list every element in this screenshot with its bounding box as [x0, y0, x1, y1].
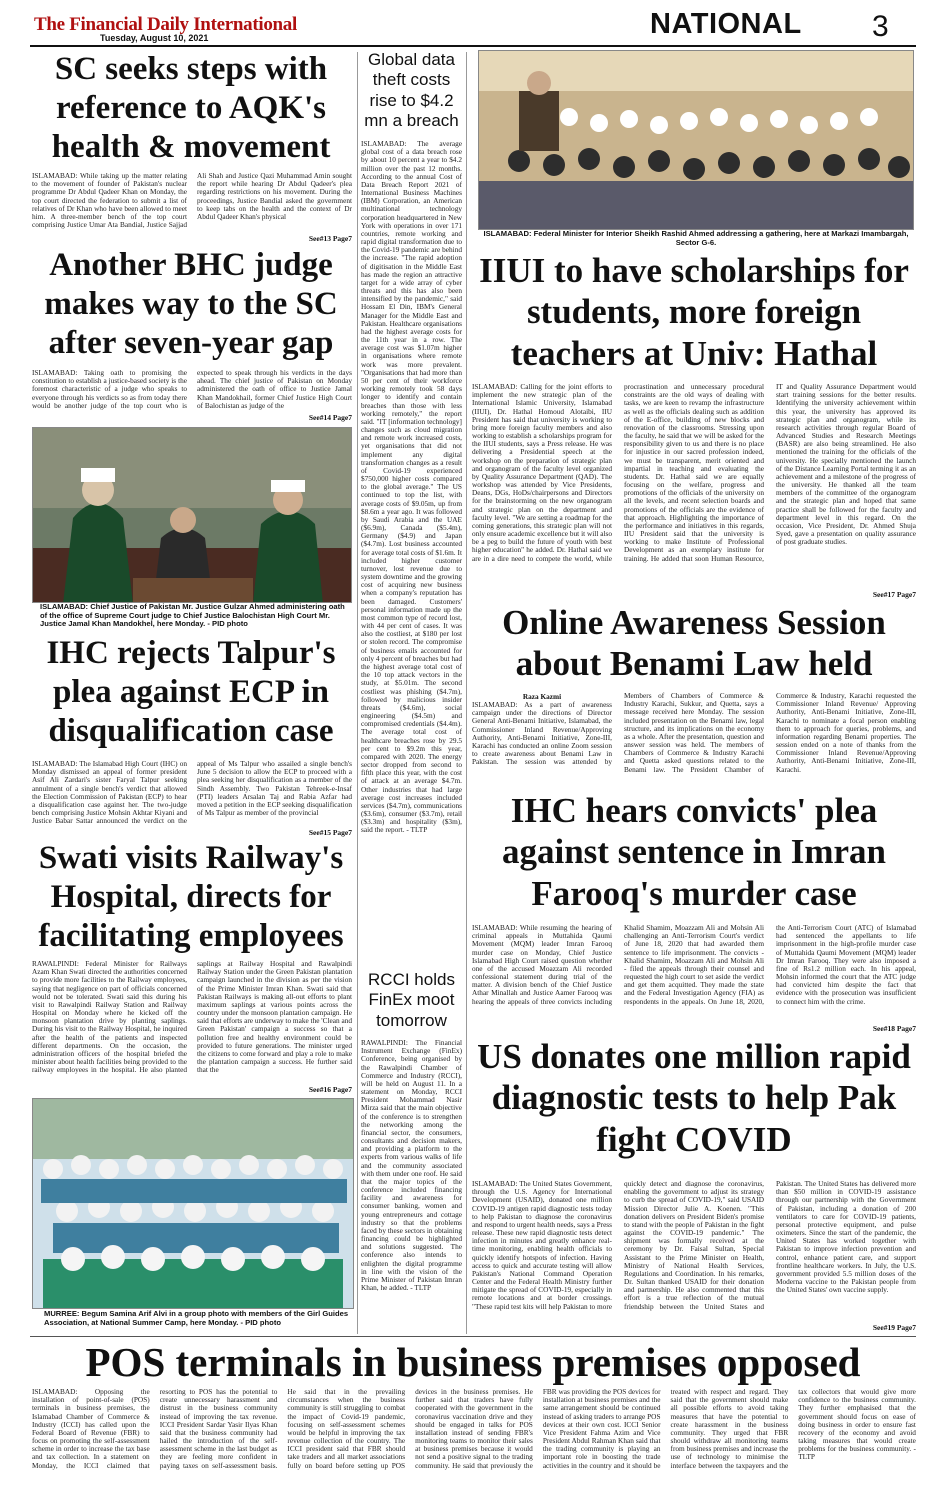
murree-caption: MURREE: Begum Samina Arif Alvi in a group photo with members of the Girl Guides Association, at National Summer Camp, here Monday. - PID photo [44, 1309, 349, 1327]
benami-headline: Online Awareness Session about Benami Law held [502, 603, 886, 684]
benami-body [472, 692, 916, 788]
sc-headline: SC seeks steps with reference to AQK's health & movement [51, 51, 331, 165]
us-headline: US donates one million rapid diagnostic tests to help Pak fight COVID [477, 1037, 911, 1159]
swati-body: RAWALPINDI: Federal Minister for Railways Azam Khan Swati directed the authorities concerned to provide more facilities to the Railway employees, saying that negligence on part of officials concerned would not be tolerated. Swati said this during his visit to Rawalpindi Railway Station and Railway Hospital on Monday where he kicked off the monsoon plantation drive by planting saplings. During his visit to the Railway Hospital, he inquired after the health of the patients and inspected different departments. On the occasion, the administration officers of the hospital briefed the minister about health facilities being provided to the railway employees in the hospital. He also planted saplings at Railway Hospital and Rawalpindi Railway Station under the Green Pakistan plantation campaign launched in the division as per the vision of the Prime Minister Imran Khan. Swati said that Pakistan Railways is making all-out efforts to plant maximum saplings at various points across the country under the monsoon plantation campaign. He said that efforts are underway to make the 'Clean and Green Pakistan' campaign a success so that a pollution free and healthy environment could be provided to future generations. The minister urged the citizens to come forward and play a role to make the plantation campaign a success. He further said that the [32, 960, 352, 1075]
iiui-body: ISLAMABAD: Calling for the joint efforts to implement the new strategic plan of the International Islamic University, Islamabad (IIUI), Dr. Hathal Homoud Alotaibi, IIU President has said that university is working to bring more foreign faculty members and also working to establish a scholarships program for the IIUI students, says a Press release. He was delivering a Presidential speech at the workshop on the preparation of strategic plan and organogram of the faculty level organized by Quality Assurance Department (QAD). The workshop was attended by Vice Presidents, Deans, DGs, HoDs/chairpersons and Directors for the brainstorming on the new organogram and strategic plan on the department and faculty level. "We are setting a roadmap for the coming generations, this strategic plan will not only ensure academic excellence but it will also be a peg to build the future of youth with best higher education" he added. Dr. Hathal said we are in a dire need to compete the world, while procrastination and unnecessary procedural constraints are the old ways of dealing with tasks, we are keen to revamp the infrastructure as well as the officials dealing such as addition of the E-office, building of new blocks and renovation of the classrooms. Stressing upon the faculty, he said that we will be asked for the responsibility given to us and there is no place for injustice in our sacred profession indeed, we must be transparent, merit oriented and impartial in teaching and evaluating the students. Dr. Hathal said we are equally focusing on the welfare, progress and promotions of the officials of the university on all the levels, and recent selection boards and promotions of the officials are the evidence of that approach. Highlighting the importance of the performance and initiatives in this regards, IIU President said that the university is working to make Institute of Professional Development as an exemplary institute for training. He added that soon Human Resource, IT and Quality Assurance Department would start training sessions for the better results. Identifying the university achievement within this year, the university has approved its strategic plan and organogram, while its research activities through regular Board of Advanced Studies and Research Meetings (BASR) are also being streamlined. He also mentioned the training for the officials of the university. He specially mentioned the launch of the Distance Learning Portal terming it as an achievement and a milestone of the progress of the university. He thanked all the team members of the committee of the organogram and the strategic plan and hoped that same practice shall be followed for the faculty and department level in this regard. On the occasion, Vice President, Dr. Ahmed Shuja Syed, gave a presentation on quality assurance of post graduate studies. [472, 383, 916, 563]
swati-continued: See#16 Page7 [308, 1085, 352, 1094]
iiui-headline: IIUI to have scholarships for students, more foreign teachers at Univ: Hathal [479, 251, 909, 373]
benami-byline: Raza Kazmi [522, 692, 562, 701]
ihc-talpur-headline: IHC rejects Talpur's plea against ECP in disqualification case [46, 635, 336, 749]
us-body: ISLAMABAD: The United States Government, through the U.S. Agency for International Development (USAID), donated one million COVID-19 antigen rapid diagnostic tests today to help Pakistan to diagnose the coronavirus and respond to urgent health needs, says a Press release. These new rapid diagnostic tests detect infection in minutes and greatly enhance real-time monitoring, enabling health officials to quickly identify hotspots of infection. Having access to quick and accurate testing will allow Pakistan's National Command Operation Center and the Federal Health Ministry further mitigate the spread of COVID-19, especially in remote locations and at border crossings. "These rapid test kits will help Pakistan to more quickly detect and diagnose the coronavirus, enabling the government to adjust its strategy to curb the spread of COVID-19," said USAID Mission Director Julie A. Koenen. "This donation delivers on President Biden's promise to stand with the people of Pakistan in the fight against the COVID-19 pandemic." The shipment was formally received at the ceremony by Dr. Faisal Sultan, Special Assistant to the Prime Minister on Health, Ministry of National Health Services, Regulations and Coordination. In his remarks, Dr. Sultan thanked USAID for their donation and partnership. He also commented that this effort is a true reflection of the mutual friendship between the United States and Pakistan. The United States has delivered more than $50 million in COVID-19 assistance through our partnership with the Government of Pakistan, including a donation of 200 ventilators to care for COVID-19 patients, personal protective equipment, and pulse oximeters. Since the start of the pandemic, the United States has worked together with Pakistan to improve infection prevention and control, enhance patient care, and support frontline healthcare workers. In July, the U.S. government provided 5.5 million doses of the Moderna vaccine to the Pakistan people from the United States' own vaccine supply. [472, 1180, 916, 1311]
ihc-convicts-body: ISLAMABAD: While resuming the hearing of criminal appeals in Muttahida Qaumi Movement (MQM) leader Imran Farooq murder case on Monday, Chief Justice Islamabad High Court raised question whether one of the accused Moazzam Ali recorded confessional statement during trial of the matter. A division bench of the Chief Justice Athar Minallah and Justice Aamer Farooq was hearing the appeals of three convicts including Khalid Shamim, Moazzam Ali and Mohsin Ali challenging an Anti-Terrorism Court's verdict of June 18, 2020 that had awarded them sentence to life imprisonment. The convicts - Khalid Shamim, Moazzam Ali and Mohsin Ali - filed the appeals through their counsel and requested the high court to set aside the verdict and get them acquitted. They made the state and the Federal Investigation Agency (FIA) as respondents in the appeals. On June 18, 2020, the Anti-Terrorism Court (ATC) of Islamabad had sentenced the appellants to life imprisonment in the high-profile murder case of Muttahida Qaumi Movement (MQM) leader Dr Imran Farooq. They were also imposed a fine of Rs1.2 million each. In his appeal, Mohsin informed the court that the ATC judge had convicted him despite the fact that evidence with the prosecution was insufficient to connect him with the crime. [472, 924, 916, 1006]
page-number: 3 [872, 10, 889, 43]
pos-headline: POS terminals in business premises opposed [85, 1339, 861, 1385]
issue-date: Tuesday, August 10, 2021 [100, 33, 209, 43]
iiui-continued: See#17 Page7 [872, 590, 916, 599]
sc-body: ISLAMABAD: While taking up the matter relating to the movement of founder of Pakistan's nuclear programme Dr Abdul Qadeer Khan on Monday, the top court directed the federation to submit a list of relatives of Dr Khan who have been allowed to meet him. A three-member bench of the top court comprising Justice Umar Ata Bandial, Justice Sajjad Ali Shah and Justice Qazi Muhammad Amin sought the report while hearing Dr Abdul Qadeer's plea regarding restrictions on his movement. During the proceedings, Justice Bandial asked the government to keep tabs on the health and the context of Dr Abdul Qadeer Khan's physical [32, 172, 352, 230]
interior-minister-photo [478, 50, 914, 230]
rcci-body: RAWALPINDI: The Financial Instrument Exchange (FinEx) Conference, being organised by the Rawalpindi Chamber of Commerce and Industry (RCCI), will be held on August 11. In a statement on Monday, RCCI President Mohammad Nasir Mirza said that the main objective of the conference is to strengthen the networking among the financial sector, the consumers, consultants and decision makers, and providing a platform to the experts from various walks of life and the community associated with them under one roof. He said that the major topics of the conference included financing facility and awareness for consumer banking, women and young entrepreneurs and cottage industry so that the problems faced by these sectors in obtaining financing could be highlighted and solutions suggested. The conference also intends to enlighten the digital programme in line with the vision of the Prime Minister of Pakistan Imran Khan, he added. - TLTP [361, 1039, 462, 1293]
bhc-headline: Another BHC judge makes way to the SC after seven-year gap [44, 247, 338, 361]
column-divider [357, 52, 358, 1334]
cj-oath-photo [32, 427, 352, 603]
swati-headline: Swati visits Railway's Hospital, directs for facilitating employees [38, 840, 344, 954]
ihc-talpur-body: ISLAMABAD: The Islamabad High Court (IHC) on Monday dismissed an appeal of former president Asif Ali Zardari's sister Faryal Talpur seeking annulment of a single bench's verdict that allowed the Election Commission of Pakistan (ECP) to hear a disqualification case against her. The two-judge bench comprising Justice Mohsin Akhtar Kiyani and Justice Babar Sattar announced the verdict on the appeal of Ms Talpur who assailed a single bench's June 5 decision to allow the ECP to proceed with a plea seeking her disqualification as a member of the Sindh Assembly. Two Pakistan Tehreek-e-Insaf (PTI) leaders Arsalan Taj and Rabia Azfar had moved a petition in the ECP seeking disqualification of Ms Talpur as member of the provincial [32, 760, 352, 826]
ihc-convicts-continued: See#18 Page7 [872, 1024, 916, 1033]
interior-minister-caption: ISLAMABAD: Federal Minister for Interior Sheikh Rashid Ahmed addressing a gathering, here at Markazi Imambargah, Sector G-6. [483, 229, 909, 247]
us-continued: See#19 Page7 [872, 1323, 916, 1332]
pos-body: ISLAMABAD: Opposing the installation of point-of-sale (POS) terminals in business premises, the Islamabad Chamber of Commerce & Industry (ICCI) has called upon the Federal Board of Revenue (FBR) to focus on promoting the self-assessment scheme in order to increase the tax base and tax collection. In a statement on Monday, the ICCI claimed that resorting to POS has the potential to create unnecessary harassment and distrust in the business community instead of improving the tax revenue. ICCI President Sardar Yasir Ilyas Khan said that the business community had hailed the introduction of the self-assessment scheme in the last budget as they are feeling more confident in paying taxes on self-assessment basis. He said that in the prevailing circumstances when the business community is still struggling to combat the impact of Covid-19 pandemic, focusing on self-assessment schemes would be helpful in improving the tax revenue collection of the country. The ICCI president said that FBR should take traders and all market associations fully on board before setting up POS devices in the business premises. He further said that traders have fully cooperated with the government in the coronavirus vaccination drive and they should be engaged in talks for POS installation instead of sending FBR's monitoring teams to monitor their sales at business premises because it would not send a positive signal to the trading community. He said that previously the FBR was providing the POS devices for installation at business premises and the same arrangement should be continued instead of asking traders to arrange POS devices at their own cost. ICCI Senior Vice President Fahma Azim and Vice President Abdul Rahman Khan said that the trading community is playing an important role in boosting the trade activities in the country and it should be treated with respect and regard. They said that the government should make all possible efforts to avoid taking measures that have the potential to create harassment in the business community. They urged that FBR should withdraw all monitoring teams from business premises and increase the use of technology to minimise the interface between the taxpayers and the tax collectors that would give more confidence to the business community. They further emphasised that the government should focus on ease of doing business in order to ensure fast recovery of the economy and avoid taking measures that would create problems for the business community. - TLTP [32, 1388, 916, 1470]
cj-oath-caption: ISLAMABAD: Chief Justice of Pakistan Mr. Justice Gulzar Ahmed administering oath of the office of Supreme Court judge to Chief Justice Balochistan High Court Mr. Justice Jamal Khan Mandokhel, here Monday. - PID photo [40, 602, 345, 629]
benami-body-text: ISLAMABAD: As a part of awareness campaign under the directions of Director General Anti-Benami Initiative, Islamabad, the Commissioner Inland Revenue/Approving Authority, Anti-Benami Initiative, Zone-III, Karachi has conducted an online Zoom session to create awareness about Benami Law in Pakistan. The session was attended by Members of Chambers of Commerce & Industry Karachi, Sukkur, and Quetta, says a message received here Monday. The session included presentation on the Benami law, legal structure, and its implications on the economy as a whole. After the presentation, question and answer session was held. The members of Chambers of Commerce & Industry Karachi and Quetta asked questions related to the Benami law. The President Chamber of Commerce & Industry, Karachi requested the Commissioner Inland Revenue/ Approving Authority, Anti-Benami Initiative, Zone-III, Karachi to nominate a focal person enabling them to approach for queries, problems, and information regarding Benami properties. The session ended on a note of thanks from the Commissioner Inland Revenue/Approving Authority, Anti-Benami Initiative, Zone-III, Karachi. [472, 692, 916, 774]
sc-continued: See#13 Page7 [308, 234, 352, 243]
ihc-talpur-continued: See#15 Page7 [308, 828, 352, 837]
section-title: NATIONAL [650, 8, 802, 40]
bhc-continued: See#14 Page7 [308, 413, 352, 422]
ihc-convicts-headline: IHC hears convicts' plea against sentence in Imran Farooq's murder case [501, 791, 887, 913]
breach-body: ISLAMABAD: The average global cost of a data breach rose by about 10 percent a year to $4.2 million over the past 12 months. According to the annual Cost of Data Breach Report 2021 of International Business Machines (IBM) Corporation, an American multinational technology corporation headquartered in New York with operations in over 171 countries, remote working and rapid digital transformation due to the Covid-19 pandemic are behind the increase. "The rapid adoption of digitisation in the Middle East has made the region an attractive target for a wide array of cyber threats and this has also been intensified by the pandemic," said Hossam El Din, IBM's General Manager for the Middle East and Pakistan. Healthcare organisations had the highest average costs for the 11th year in a row. The average cost was $1.07m higher in organisations where remote work was more prevalent. "Organisations that had more than 50 per cent of their workforce working remotely took 58 days longer to identify and contain breaches than those with less working remotely," the report said. "IT [information technology] changes such as cloud migration and remote work increased costs, yet organisations that did not implement any digital transformation changes as a result of Covid-19 experienced $750,000 higher costs compared to the global average." The US continued to top the list, with average costs of $9.05m, up from $8.6m a year ago. It was followed by Saudi Arabia and the UAE ($6.9m), Canada ($5.4m), Germany ($4.9) and Japan ($4.7m). Lost business accounted for average total costs of $1.6m. It included higher customer turnover, lost revenue due to system downtime and the growing cost of acquiring new business when a company's reputation has been damaged. Customers' personal information made up the most common type of record lost, with 44 per cent of cases. It was also the costliest, at $180 per lost or stolen record. The compromise of business emails accounted for only 4 percent of breaches but had the highest average total cost of the 10 top attack vectors in the study, at $5.01m. The second costliest was phishing ($4.7m), followed by malicious insider threats ($4.6m), social engineering ($4.5m) and compromised credentials ($4.4m). The average total cost of healthcare breaches rose by 29.5 per cent to $9.2m this year, compared with 2020. The energy sector dropped from second to fifth place this year, with the cost of attack at an average $4.7m. Other industries that had large average cost increases included services ($4.7m), communications ($3.6m), consumer ($3.7m), retail ($3.3m) and hospitality ($3m), said the report. - TLTP [361, 140, 462, 835]
bhc-body: ISLAMABAD: Taking oath to promising the constitution to establish a justice-based society is the foremost characteristic of a judge who speaks to everyone through his verdicts so as from today there would be another judge of the top court who is expected to speak through his verdicts in the days ahead. The chief justice of Pakistan on Monday administered the oath of office to Justice Jamal Khan Mandokhail, former Chief Justice High Court of Balochistan as judge of the [32, 369, 352, 410]
rcci-headline: RCCI holds FinEx moot tomorrow [368, 970, 455, 1030]
breach-headline: Global data theft costs rise to $4.2 mn a breach [364, 50, 459, 131]
column-divider [466, 52, 467, 1334]
masthead-rule [30, 45, 916, 47]
bottom-rule [30, 1336, 916, 1337]
murree-group-photo [32, 1098, 354, 1309]
newspaper-name: The Financial Daily International [34, 14, 297, 35]
